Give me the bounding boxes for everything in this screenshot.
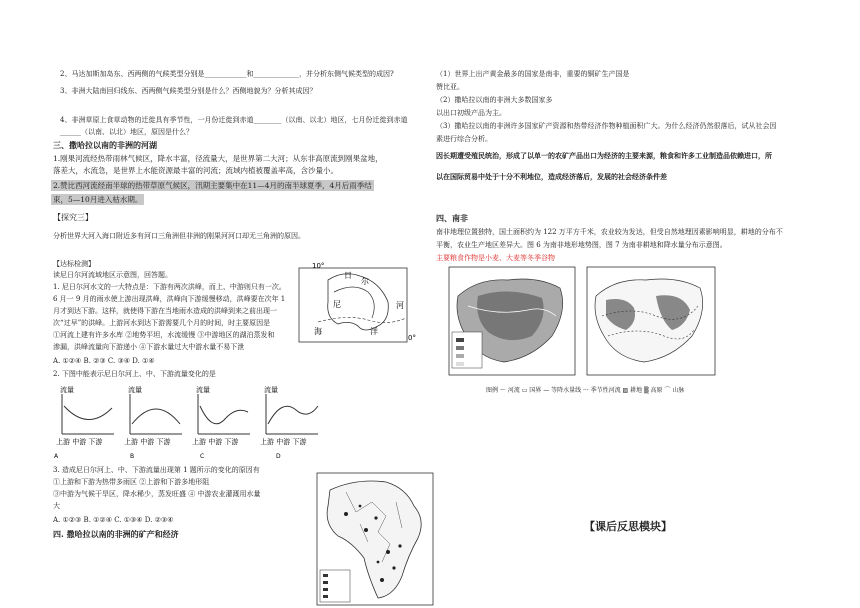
test-1-line-b: 6 月一 9 月的雨水使上游出现洪峰，洪峰向下游缓慢移动，洪峰要在次年 1 bbox=[53, 295, 286, 303]
south-africa-farmland-map bbox=[586, 266, 716, 376]
answer-line-2: 以在国际贸易中处于十分不利地位，造成经济落后，发展的社会经济条件差 bbox=[436, 173, 667, 181]
test-1-options: A. ①②④ B. ②③ C. ③④ D. ①④ bbox=[53, 357, 155, 365]
test-3-c: 大 bbox=[53, 502, 60, 510]
flow-axis-b: 上游 中游 下游 bbox=[124, 438, 171, 446]
question-3: 3、非洲大陆南回归线东、西两侧气候类型分别是什么？西侧地貌为？分析其成因？ bbox=[60, 87, 317, 95]
flow-label-b: 流量 bbox=[128, 386, 142, 394]
explore-heading: 【探究三】 bbox=[53, 213, 93, 222]
flow-label-c: 流量 bbox=[196, 386, 210, 394]
test-3: 3. 造成尼日尔河上、中、下游流量出现第 1 题所示的变化的原因有 bbox=[53, 466, 260, 474]
flow-axis-c: 上游 中游 下游 bbox=[192, 438, 239, 446]
niger-river-map bbox=[298, 262, 418, 344]
question-2: 2、马达加斯加岛东、西两侧的气候类型分别是____________和_____________，并分析东侧气候类型的成因? bbox=[60, 70, 394, 78]
right-line-6: 素进行综合分析。 bbox=[436, 135, 492, 143]
map-label-lat-10: 10° bbox=[312, 262, 325, 270]
test-1-line-e: ①河流上建有许多水库 ②地势平坦，水流缓慢 ③中游地区的湖泊蒸发和 bbox=[53, 331, 275, 339]
question-4b: ______（以南、以北）地区，原因是什么？ bbox=[60, 128, 193, 136]
test-1-line-f: 渗漏，洪峰流量向下游递小 ④下游水量过大中游水量不易下泄 bbox=[53, 343, 245, 351]
test-3-options: A. ①②③ B. ①②④ C. ①③④ D. ②③④ bbox=[53, 516, 174, 524]
explore-question: 分析世界大河入海口附近多有河口三角洲但非洲的刚果河河口却无三角洲的原因。 bbox=[53, 232, 305, 240]
river-1-line-b: 落差大，水流急，是世界上水能资源最丰富的河流；流域内植被覆盖率高，含沙量小。 bbox=[53, 166, 338, 175]
test-intro: 读尼日尔河流域地区示意图，回答题。 bbox=[53, 271, 172, 279]
map-label-yang: 洋 bbox=[370, 327, 378, 336]
flow-label-d: 流量 bbox=[264, 386, 278, 394]
test-2: 2. 下图中能表示尼日尔河上、中、下游流量变化的是 bbox=[53, 370, 216, 378]
option-b-label: B bbox=[130, 453, 135, 460]
answer-line-1: 因长期遭受殖民统治，形成了以单一的农矿产品出口为经济的主要来源，粮食和许多工业制造品依赖进口，所 bbox=[436, 152, 772, 160]
map-label-he: 河 bbox=[396, 301, 404, 310]
map-label-hai: 海 bbox=[314, 327, 322, 336]
right-line-4: 以出口初级产品为主。 bbox=[436, 109, 506, 117]
africa-minerals-map bbox=[316, 472, 434, 606]
south-africa-para-1: 南非地理位置独特，国土面积约为 122 万平方千米，农业较为发达，但受自然地理因素影响明显，耕地的分布不 bbox=[436, 228, 783, 236]
flow-axis-d: 上游 中游 下游 bbox=[260, 438, 307, 446]
map-label-ri: 日 bbox=[344, 271, 352, 280]
right-line-3: （2）撒哈拉以南的非洲大多数国家多 bbox=[436, 96, 553, 104]
south-africa-para-2: 平衡，农业生产地区差异大。图 6 为南非地形地势图，图 7 为南非耕地和降水量分布示意图。 bbox=[436, 241, 727, 249]
flow-graph-c bbox=[192, 385, 250, 460]
map-legend: 图例 ～ 河流 ▭ 国界 — 等降水量线 ··· 季节性河流 ▨ 耕地 ▒ 高原 ⌒ 山脉 bbox=[486, 387, 685, 394]
right-line-1: （1）世界上出产黄金最多的国家是南非，重要的铜矿生产国是 bbox=[436, 70, 630, 78]
right-line-2: 赞比亚。 bbox=[436, 83, 464, 91]
test-heading: 【达标检测】 bbox=[53, 260, 95, 268]
test-1-line-d: 次“过早”的洪峰。上游河水到达下游需要几个月的时间，时主要原因是 bbox=[53, 319, 271, 327]
test-1-line-c: 月才到达下游。这样，就使得下游在当地雨水造成的洪峰到来之前出现一 bbox=[53, 307, 277, 315]
option-a-label: A bbox=[54, 453, 59, 460]
right-line-5: （3）撒哈拉以南的非洲许多国家矿产资源和热带经济作物种植面积广大。为什么经济仍然很落后，试从社会因 bbox=[436, 122, 777, 130]
test-3-a: ①上游和下游为热带多雨区 ②上游和下游多地形阻 bbox=[53, 478, 210, 486]
map-label-ni: 尼 bbox=[333, 300, 341, 309]
south-africa-terrain-map bbox=[448, 266, 576, 376]
flow-label-a: 流量 bbox=[60, 386, 74, 394]
flow-graph-b bbox=[124, 385, 182, 460]
flow-graph-a bbox=[54, 385, 114, 460]
option-c-label: C bbox=[200, 453, 205, 460]
map-label-lat-0: 0° bbox=[408, 334, 416, 342]
river-2-line-b: 束，5—10月进入枯水期。 bbox=[53, 195, 143, 204]
test-1-line-a: 1. 尼日尔河水文的一大特点是：下游有两次洪峰，而上、中游则只有一次。 bbox=[53, 283, 286, 291]
river-2-line-a: 2.赞比西河流经南半球的热带草原气候区，汛期主要集中在11—4月的南半球夏季，4月后雨季结 bbox=[53, 181, 372, 190]
flow-graph-d bbox=[260, 385, 318, 460]
section-4-heading: 四. 撒哈拉以南的非洲的矿产和经济 bbox=[53, 529, 179, 539]
south-africa-heading: 四、南非 bbox=[436, 213, 468, 223]
question-4a: 4、非洲草原上食草动物的迁徙具有季节性，一月份迁徙到赤道________（以南、以北）地区，七月份迁徙到赤道 bbox=[60, 116, 408, 124]
crop-note: 主要粮食作物是小麦、大麦等冬季谷物 bbox=[436, 254, 555, 262]
option-d-label: D bbox=[276, 453, 281, 460]
section-3-heading: 三、撒哈拉以南的非洲的河湖 bbox=[53, 140, 157, 150]
reflection-heading: 【课后反思模块】 bbox=[584, 520, 672, 533]
flow-graphs bbox=[52, 384, 332, 464]
map-label-er: 尔 bbox=[361, 277, 369, 286]
river-1-line-a: 1.刚果河流经热带雨林气候区，降水丰富，径流量大，是世界第二大河；从东非高原流到刚果盆地， bbox=[53, 154, 383, 163]
test-3-b: ③中游为气候干旱区，降水稀少，蒸发旺盛 ④ 中游农业灌溉用水量 bbox=[53, 490, 261, 498]
flow-axis-a: 上游 中游 下游 bbox=[56, 438, 103, 446]
